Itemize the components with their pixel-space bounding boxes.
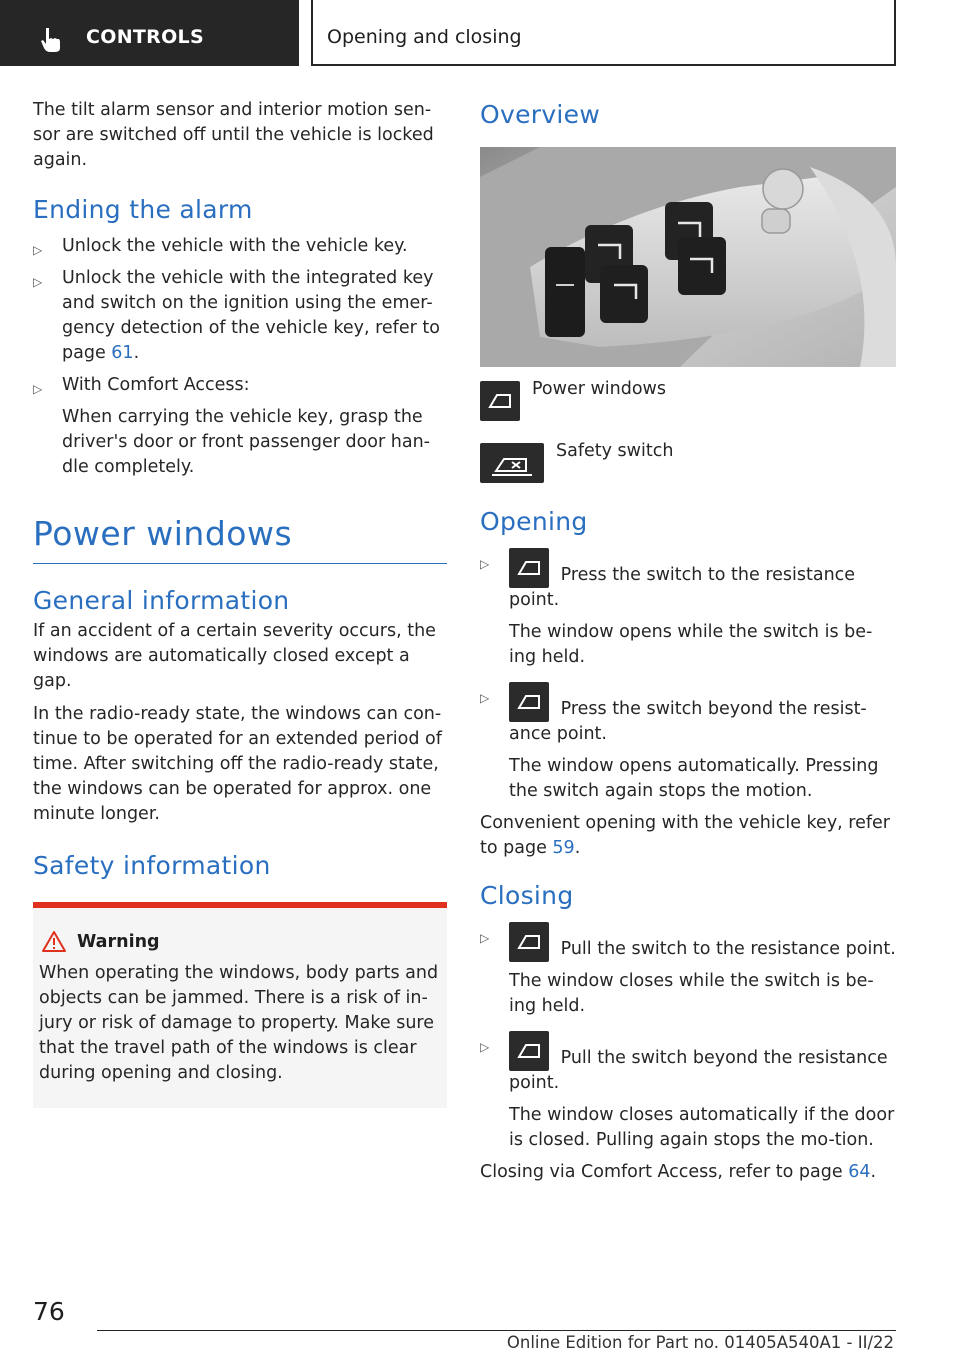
ending-alarm-heading: Ending the alarm [33,195,253,224]
warning-box [33,902,447,1108]
general-information-heading: General information [33,586,290,615]
warning-title: Warning [77,931,160,952]
closing-note: Closing via Comfort Access, refer to page 64. [480,1162,877,1182]
general-paragraph-1: If an accident of a certain severity occurs, the windows are automatically closed except a gap. [33,621,436,691]
warning-triangle-icon [41,930,67,953]
right-column [480,98,896,1193]
safety-switch-icon [480,443,544,483]
intro-paragraph: The tilt alarm sensor and interior motion sen- sor are switched off until the vehicle is locked again. [33,100,434,170]
power-window-icon [509,922,549,962]
power-window-icon [509,548,549,588]
bullet-triangle-icon: ▷ [480,931,490,945]
ending-alarm-list [33,234,447,480]
page-link-59[interactable]: 59 [552,838,575,858]
header-section-title: CONTROLS [86,26,204,48]
list-item: ▷ Press the switch beyond the resist-ance point. The window opens automatically. Pressing the switch again stops the motion. [480,682,896,804]
list-item: ▷ Pull the switch to the resistance point. The window closes while the switch is be-ing held. [480,922,896,1019]
header-chapter-title: Opening and closing [327,26,522,48]
power-window-icon [509,682,549,722]
bullet-triangle-icon: ▷ [480,557,490,571]
bullet-triangle-icon: ▷ [480,691,490,705]
closing-list [480,922,896,1153]
header-section-tab [0,0,299,66]
power-windows-heading: Power windows [33,514,293,553]
safety-information-heading: Safety information [33,851,271,880]
list-item: ▷ With Comfort Access: When carrying the vehicle key, grasp the driver's door or front passenger door han-dle completely. [33,375,430,477]
list-item: ▷ Pull the switch beyond the resistance point. The window closes automatically if the door is closed. Pulling again stops the mo-tion. [480,1031,896,1153]
opening-list [480,548,896,804]
bullet-triangle-icon: ▷ [33,382,43,396]
heading-rule [33,563,447,564]
window-switch-photo [480,147,896,367]
opening-heading: Opening [480,507,588,536]
bullet-triangle-icon: ▷ [480,1040,490,1054]
edition-note: Online Edition for Part no. 01405A540A1 - II/22 [506,1333,894,1352]
left-column [33,98,447,1108]
bullet-triangle-icon: ▷ [33,243,43,257]
page-link-64[interactable]: 64 [848,1162,871,1182]
power-window-icon [480,381,520,421]
warning-text: When operating the windows, body parts and objects can be jammed. There is a risk of in-jury or risk of damage to property. Make sure that the travel path of the windows is clear during opening and closing. [39,963,439,1083]
closing-heading: Closing [480,881,574,910]
bullet-triangle-icon: ▷ [33,275,43,289]
legend-power-windows: Power windows [480,381,896,421]
footer-rule [97,1330,896,1331]
page-number: 76 [33,1297,65,1326]
opening-note: Convenient opening with the vehicle key, refer to page 59. [480,813,890,858]
legend-safety-switch: Safety switch [480,443,896,483]
header-chapter-tab [311,0,896,66]
list-item: ▷ Press the switch to the resistance point. The window opens while the switch is be-ing held. [480,548,896,670]
overview-heading: Overview [480,100,601,129]
general-paragraph-2: In the radio-ready state, the windows can con-tinue to be operated for an extended period of time. After switching off the radio-ready state, the windows can be operated for approx. one minute longer. [33,704,442,824]
power-window-icon [509,1031,549,1071]
list-item: ▷ Unlock the vehicle with the vehicle key. [33,234,447,259]
page-link-61[interactable]: 61 [111,343,134,363]
pointing-hand-icon [40,26,64,54]
list-item: ▷ Unlock the vehicle with the integrated key and switch on the ignition using the emer-gency detection of the vehicle key, refer to page 61. [33,268,440,363]
